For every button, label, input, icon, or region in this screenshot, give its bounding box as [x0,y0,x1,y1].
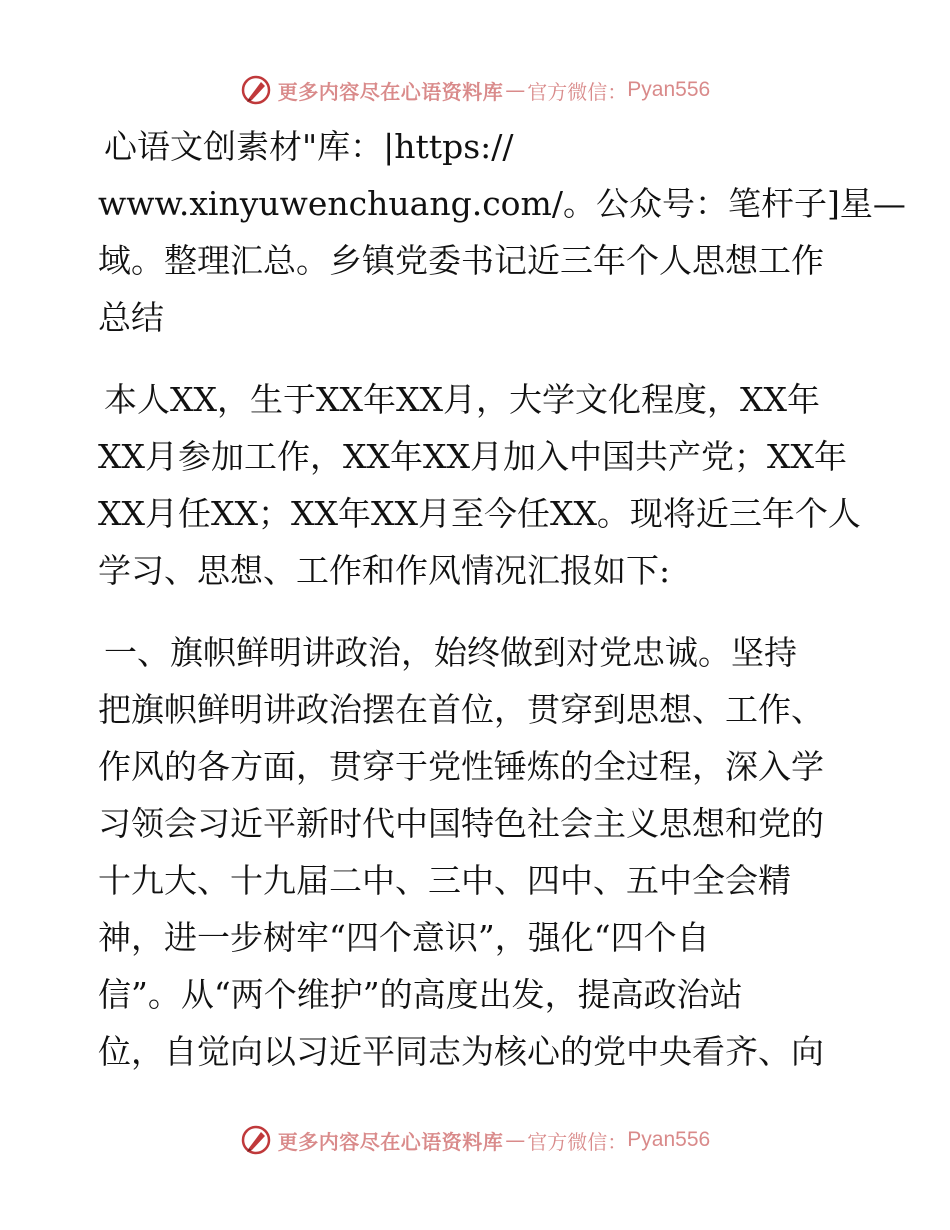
section-1-line: 十九大、十九届二中、三中、四中、五中全会精 [98,861,791,900]
intro-line: 域。整理汇总。乡镇党委书记近三年个人思想工作 [98,241,824,280]
section-1-line: 一、旗帜鲜明讲政治，始终做到对党忠诚。坚持 [104,633,797,672]
watermark-wechat-id: Pyan556 [627,78,711,101]
section-1-line: 信”。从“两个维护”的高度出发，提高政治站 [98,975,743,1014]
section-1-line: 位，自觉向以习近平同志为核心的党中央看齐、向 [98,1032,824,1071]
section-1-line: 把旗帜鲜明讲政治摆在首位，贯穿到思想、工作、 [98,690,824,729]
watermark-wechat-label: 官方微信： [527,1129,628,1154]
bio-line: XX月任XX；XX年XX月至今任XX。现将近三年个人 [98,494,861,533]
bio-line: 学习、思想、工作和作风情况汇报如下: [98,551,671,590]
watermark-brand-text: 更多内容尽在心语资料库 [277,79,504,104]
section-1-line: 神，进一步树牢“四个意识”，强化“四个自 [98,918,710,957]
watermark-dash: — [505,1128,526,1152]
footer-watermark [0,1120,950,1160]
pen-nib-circle-icon [240,1124,272,1156]
bio-line: 本人XX，生于XX年XX月，大学文化程度，XX年 [104,380,820,419]
intro-line: www.xinyuwenchuang.com/。公众号：笔杆子]星— [98,184,906,223]
pen-nib-circle-icon [240,74,272,106]
watermark-wechat-label: 官方微信： [527,79,628,104]
intro-line: 心语文创素材"库：|https:// [104,127,514,166]
intro-paragraph [98,118,906,346]
watermark-brand-text: 更多内容尽在心语资料库 [277,1129,504,1154]
intro-line: 总结 [98,298,164,337]
watermark-dash: — [505,78,526,102]
section-1-paragraph [98,624,878,1080]
watermark-wechat-id: Pyan556 [627,1128,711,1151]
section-1-line: 作风的各方面，贯穿于党性锤炼的全过程，深入学 [98,747,824,786]
bio-line: XX月参加工作，XX年XX月加入中国共产党；XX年 [98,437,847,476]
document-body [98,118,906,1080]
bio-paragraph [98,371,878,599]
header-watermark [0,70,950,110]
section-1-line: 习领会习近平新时代中国特色社会主义思想和党的 [98,804,824,843]
